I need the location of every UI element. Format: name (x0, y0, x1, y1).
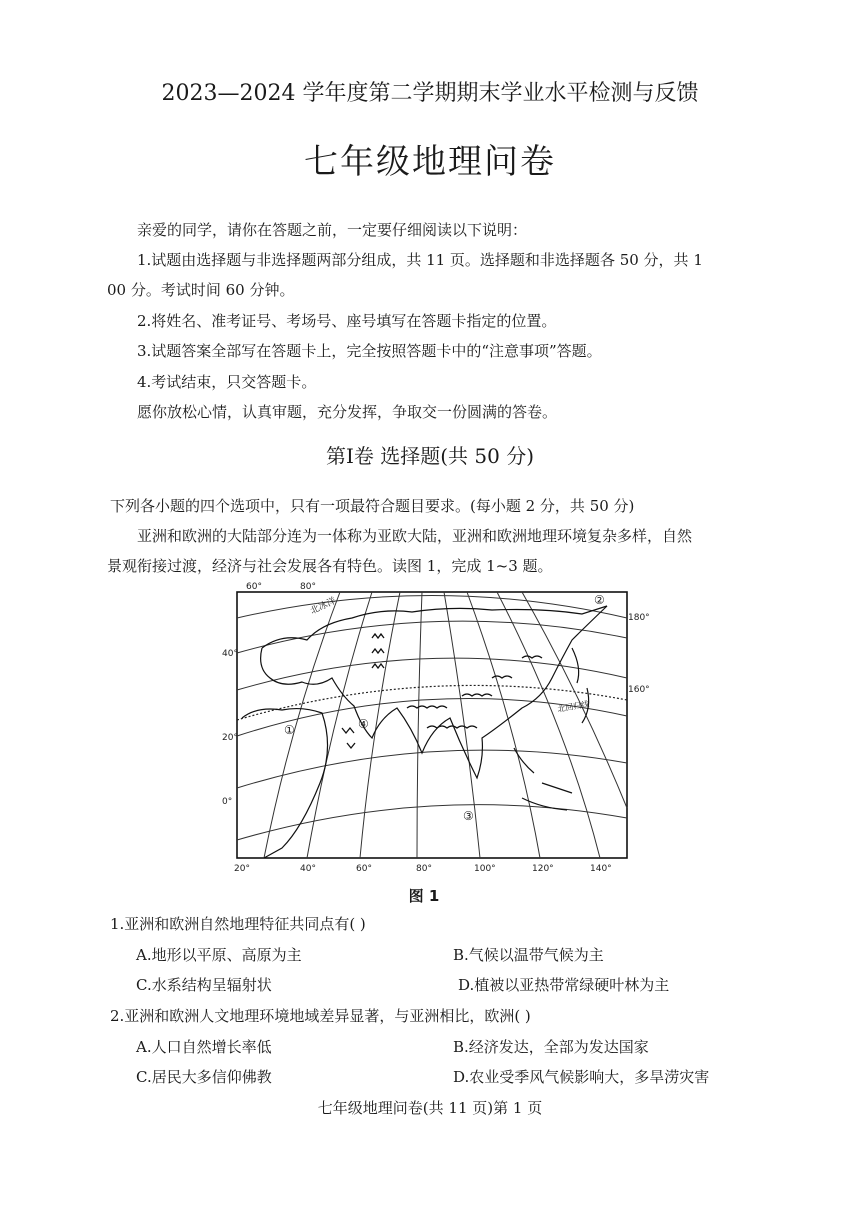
instruction-item-1: 1.试题由选择题与非选择题两部分组成，共 11 页。选择题和非选择题各 50 分，共 1 (137, 251, 703, 269)
instruction-item-4: 4.考试结束，只交答题卡。 (137, 373, 317, 391)
marker-4: ④ (358, 717, 369, 731)
instruction-item-2: 2.将姓名、准考证号、考场号、座号填写在答题卡指定的位置。 (137, 312, 557, 330)
question-2-option-d: D.农业受季风气候影响大，多旱涝灾害 (453, 1068, 710, 1086)
lat-label-left: 0° (222, 797, 233, 807)
lon-label-bottom: 60° (356, 864, 372, 874)
lat-label-left: 20° (222, 733, 238, 743)
lon-label-bottom: 20° (234, 864, 250, 874)
instruction-item-1-cont: 00 分。考试时间 60 分钟。 (107, 281, 295, 299)
marker-1: ① (284, 723, 295, 737)
marker-3: ③ (463, 809, 474, 823)
section-directions: 下列各小题的四个选项中，只有一项最符合题目要求。(每小题 2 分，共 50 分) (110, 497, 635, 515)
question-2-option-c: C.居民大多信仰佛教 (136, 1068, 272, 1086)
lon-label-bottom: 100° (474, 864, 496, 874)
section-title: 第Ⅰ卷 选择题(共 50 分) (325, 444, 535, 468)
map-label-arctic: 北冰洋 (309, 596, 338, 617)
question-1-option-d: D.植被以亚热带常绿硬叶林为主 (458, 976, 670, 994)
question-2-stem: 2.亚洲和欧洲人文地理环境地域差异显著，与亚洲相比，欧洲( ) (110, 1007, 531, 1025)
passage-line-1: 亚洲和欧洲的大陆部分连为一体称为亚欧大陆，亚洲和欧洲地理环境复杂多样，自然 (137, 527, 693, 545)
lat-label-right: 160° (628, 685, 650, 695)
question-2-option-a: A.人口自然增长率低 (136, 1038, 272, 1056)
question-2-option-b: B.经济发达，全部为发达国家 (453, 1038, 649, 1056)
lon-label-bottom: 80° (416, 864, 432, 874)
figure-1-map (222, 578, 650, 878)
question-1-option-b: B.气候以温带气候为主 (453, 946, 604, 964)
lon-label-top: 60° (246, 582, 262, 592)
instructions-greeting: 亲爱的同学，请你在答题之前，一定要仔细阅读以下说明： (137, 221, 528, 239)
lon-label-bottom: 120° (532, 864, 554, 874)
lat-label-left: 40° (222, 649, 238, 659)
exam-subtitle: 2023—2024 学年度第二学期期末学业水平检测与反馈 (161, 81, 699, 106)
lon-label-bottom: 140° (590, 864, 612, 874)
instruction-item-3: 3.试题答案全部写在答题卡上，完全按照答题卡中的“注意事项”答题。 (137, 342, 602, 360)
lon-label-bottom: 40° (300, 864, 316, 874)
exam-title: 七年级地理问卷 (304, 142, 556, 182)
question-1-stem: 1.亚洲和欧洲自然地理特征共同点有( ) (110, 915, 366, 933)
lon-label-top: 80° (300, 582, 316, 592)
map-label-tropic: 北回归线 (556, 699, 590, 714)
passage-line-2: 景观衔接过渡，经济与社会发展各有特色。读图 1，完成 1~3 题。 (107, 557, 553, 575)
marker-2: ② (594, 593, 605, 607)
instructions-wish: 愿你放松心情，认真审题，充分发挥，争取交一份圆满的答卷。 (137, 403, 558, 421)
page-footer: 七年级地理问卷(共 11 页)第 1 页 (317, 1099, 543, 1117)
figure-caption: 图 1 (408, 887, 440, 905)
lat-label-right: 180° (628, 613, 650, 623)
question-1-option-c: C.水系结构呈辐射状 (136, 976, 272, 994)
question-1-option-a: A.地形以平原、高原为主 (136, 946, 302, 964)
